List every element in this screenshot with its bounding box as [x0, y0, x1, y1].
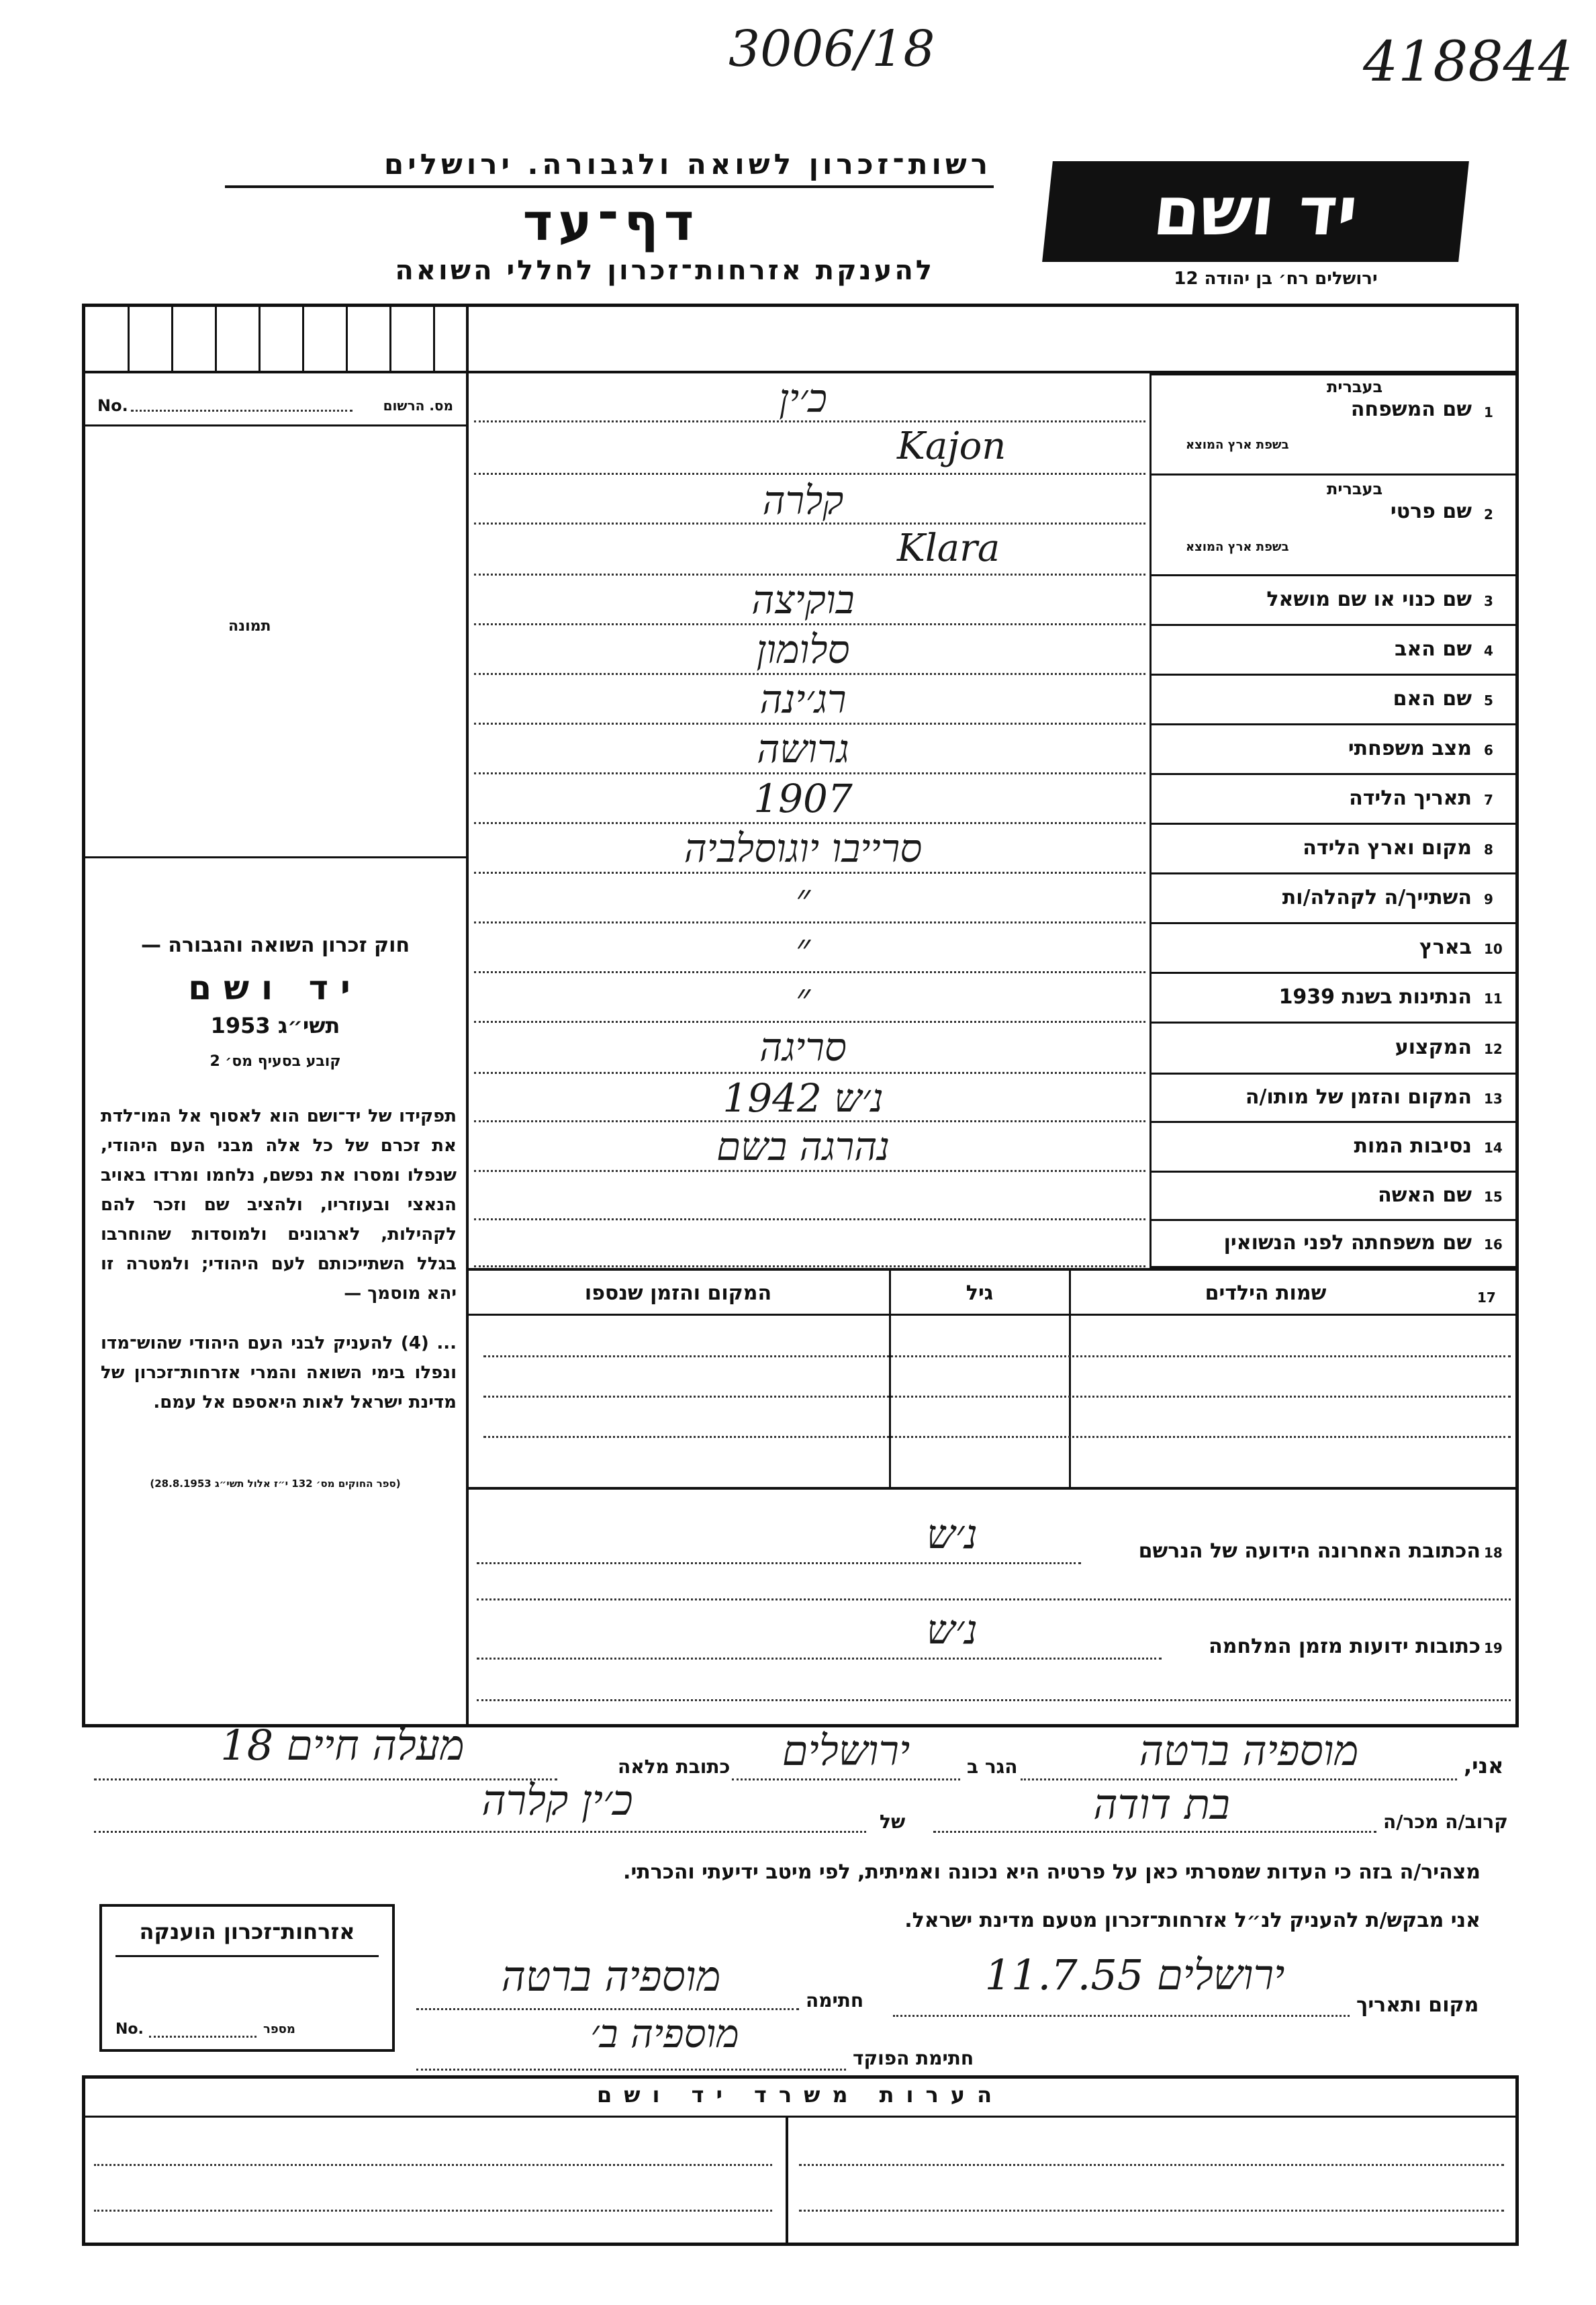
field-value-9: ״ — [795, 875, 811, 921]
last-address-value: נ׳ש — [927, 1511, 978, 1558]
children-table-bottom — [467, 1487, 1519, 1490]
field-number-19: 19 — [1484, 1640, 1503, 1656]
field-label-10: בארץ — [1419, 936, 1472, 959]
field-row-8 — [467, 825, 1519, 874]
place-date-label: מקום ותאריך — [1356, 1993, 1479, 2017]
field-row-14 — [467, 1123, 1519, 1173]
field-number-18: 18 — [1484, 1545, 1503, 1561]
field-value-5: רג׳ינה — [759, 676, 847, 722]
field-row-3 — [467, 576, 1519, 626]
field-label-3: שם כנוי או שם מושאל — [1266, 588, 1472, 611]
field-value-11: ״ — [795, 975, 811, 1020]
field-label-11: הנתינות בשנת 1939 — [1278, 985, 1472, 1009]
officer-signature-value: מוספיה ב׳ — [590, 2011, 739, 2057]
resides-value: ירושלים — [782, 1726, 910, 1775]
field-row-16 — [467, 1221, 1519, 1268]
field-row-2 — [467, 476, 1519, 576]
field-label-1: שם המשפחה — [1350, 398, 1472, 421]
field-value-13: נ׳ש 1942 — [722, 1075, 884, 1121]
full-address-label: כתובת מלאה — [618, 1756, 731, 1778]
wartime-addresses-value: נ׳ש — [927, 1607, 978, 1654]
field-number-2: 2 — [1484, 506, 1493, 523]
photo-label: תמונה — [228, 618, 271, 635]
field-value-6: גרושה — [757, 726, 849, 772]
field-number-6: 6 — [1484, 742, 1493, 758]
field-label-8: מקום וארץ הלידה — [1303, 836, 1472, 860]
field-value-origin-1: Kajon — [897, 424, 1006, 468]
declarant-ani: אני, — [1464, 1753, 1504, 1778]
header-authority: רשות־זכרון לשואה ולגבורה. ירושלים — [383, 148, 992, 181]
award-mispar-label: מספר — [263, 2022, 295, 2036]
field-number-12: 12 — [1484, 1041, 1503, 1057]
reg-label: מס. הרשום — [383, 398, 453, 414]
field-value-4: סלומון — [756, 627, 850, 672]
field-row-4 — [467, 626, 1519, 676]
field-value-12: סריגה — [759, 1024, 847, 1070]
field-number-4: 4 — [1484, 643, 1493, 659]
of-label: של — [880, 1811, 906, 1833]
header-address: ירושלים רח׳ בן יהודה 12 — [1174, 269, 1378, 289]
officer-signature-label: חתימת הפוקד — [853, 2047, 974, 2069]
field-label-15: שם האשה — [1378, 1183, 1472, 1207]
law-title: חוק זכרון השואה והגבורה — — [140, 934, 410, 957]
field-row-9 — [467, 874, 1519, 924]
field-label-2: שם פרטי — [1390, 500, 1472, 523]
relation-label: קרוב/ה מכר/ה — [1383, 1811, 1508, 1833]
field-value-1: כ׳ין — [779, 375, 827, 421]
field-label-4: שם האב — [1395, 637, 1472, 661]
field-value-origin-2: Klara — [897, 527, 1000, 570]
field-number-8: 8 — [1484, 842, 1493, 858]
field-number-16: 16 — [1484, 1236, 1503, 1253]
reg-no-label: No. — [97, 396, 128, 415]
field-value-2: קלרה — [762, 478, 844, 523]
field-number-15: 15 — [1484, 1189, 1503, 1205]
declarant-name: מוספיה ברטה — [1139, 1726, 1359, 1775]
children-age-header: גיל — [966, 1281, 994, 1305]
law-name: יד ושם — [188, 968, 363, 1007]
law-section: קובע בסעיף מס׳ 2 — [209, 1053, 341, 1070]
field-label-13: המקום והזמן של מותו/ה — [1245, 1085, 1472, 1109]
field-row-15 — [467, 1173, 1519, 1221]
yad-vashem-logo — [1042, 161, 1469, 262]
field-row-6 — [467, 725, 1519, 775]
wartime-addresses-label: כתובות ידועות מזמן המלחמה — [1209, 1635, 1481, 1658]
field-sublabel-origin: בשפת ארץ המוצא — [1186, 540, 1289, 554]
field-label-14: נסיבות המות — [1354, 1134, 1472, 1158]
field-row-10 — [467, 924, 1519, 974]
signature-value: מוספיה ברטה — [501, 1952, 721, 2001]
relation-value: בת דודה — [1093, 1780, 1230, 1829]
children-names-header: שמות הילדים — [1205, 1281, 1327, 1305]
field-number-9: 9 — [1484, 891, 1493, 907]
field-number-1: 1 — [1484, 404, 1493, 420]
field-row-12 — [467, 1024, 1519, 1075]
field-label-16: שם משפחתה לפני הנשואין — [1223, 1231, 1472, 1255]
corner-stamp-number: 418844 — [1363, 30, 1574, 94]
field-number-14: 14 — [1484, 1140, 1503, 1156]
field-number-17: 17 — [1477, 1290, 1496, 1306]
field-sublabel-hebrew: בעברית — [1327, 480, 1383, 498]
header-underline — [225, 185, 994, 188]
field-label-9: השתייך/ה לקהלה/ות — [1282, 886, 1472, 909]
law-text: תפקידו של יד־ושם הוא לאסוף אל המו־לדת את זכרם של כל אלה מבני העם היהודי, שנפלו ומסרו את נפשם, נלחמו ומרדו באויב הנאצי ובעוזריו, ולהציב שם וזכר להם לקהילות, לארגונים ולמוסדות שהוחרבו בגלל השתייכותם לעם היהודי; ולמטרה זו יהא מוסמך — — [101, 1106, 457, 1304]
field-value-7: 1907 — [753, 776, 853, 821]
children-header-line — [467, 1314, 1519, 1316]
law-year: תשי״ג 1953 — [210, 1013, 340, 1038]
form-subtitle: להענקת אזרחות־זכרון לחללי השואה — [395, 255, 935, 286]
field-number-7: 7 — [1484, 792, 1493, 808]
law-text-section-4: ... (4) להעניק לבני העם היהודי שהוש־מדו ונפלו בימי השואה והמרי אזרחות־זכרון של מדינת ישראל לאות היאספם אל עמם. — [101, 1333, 457, 1412]
field-number-11: 11 — [1484, 991, 1503, 1007]
award-no-label: No. — [115, 2021, 144, 2038]
field-sublabel-hebrew: בעברית — [1327, 377, 1383, 396]
field-label-7: תאריך הלידה — [1349, 786, 1472, 810]
field-value-10: ״ — [795, 925, 811, 970]
field-value-14: נהרגה בשם — [716, 1124, 890, 1169]
field-value-8: סרייבו יוגוסלביה — [684, 825, 923, 871]
field-value-3: בוקיצה — [751, 577, 855, 623]
registration-number-row — [94, 394, 457, 420]
declaration-text-2: אני מבקש/ת להעניק לנ״ל אזרחות־זכרון מטעם מדינת ישראל. — [904, 1909, 1481, 1932]
law-source: (ספר החוקים מס׳ 132 י״ז אלול תשי״ג 28.8.1953) — [150, 1478, 401, 1490]
form-title: דף־עד — [522, 192, 700, 252]
award-box — [99, 1904, 395, 2052]
field-row-7 — [467, 775, 1519, 825]
field-row-13 — [467, 1075, 1519, 1123]
place-date-value: ירושלים 11.7.55 — [984, 1950, 1285, 1999]
field-number-3: 3 — [1484, 593, 1493, 609]
children-table-top — [467, 1268, 1519, 1271]
of-value: כ׳ין קלרה — [481, 1776, 633, 1825]
office-remarks-title: הערות משרד יד ושם — [596, 2082, 1004, 2108]
award-box-title: אזרחות־זכרון הוענקה — [139, 1919, 355, 1944]
top-stamp-number: 3006/18 — [729, 20, 935, 78]
signature-label: חתימה — [806, 1989, 864, 2012]
field-row-1 — [467, 373, 1519, 476]
last-address-label: הכתובת האחרונה הידועה של הנרשם — [1138, 1539, 1481, 1563]
children-place-header: המקום והזמן שנספו — [584, 1281, 772, 1305]
field-row-11 — [467, 974, 1519, 1024]
field-label-6: מצב משפחתי — [1348, 737, 1472, 760]
declaration-text-1: מצהיר/ה בזה כי העדות שמסרתי כאן על פרטיה היא נכונה ואמיתית, לפי מיטב ידיעתי והכרתי. — [623, 1860, 1481, 1884]
full-address-value: מעלה חיים 18 — [220, 1721, 465, 1770]
field-number-13: 13 — [1484, 1091, 1503, 1107]
resides-label: הגר ב — [967, 1756, 1018, 1778]
logo-text: יד ושם — [1149, 172, 1362, 251]
field-number-10: 10 — [1484, 941, 1503, 957]
field-label-12: המקצוע — [1395, 1036, 1472, 1059]
field-row-5 — [467, 676, 1519, 725]
field-sublabel-origin: בשפת ארץ המוצא — [1186, 438, 1289, 452]
field-number-5: 5 — [1484, 692, 1493, 709]
field-label-5: שם האם — [1393, 687, 1472, 711]
